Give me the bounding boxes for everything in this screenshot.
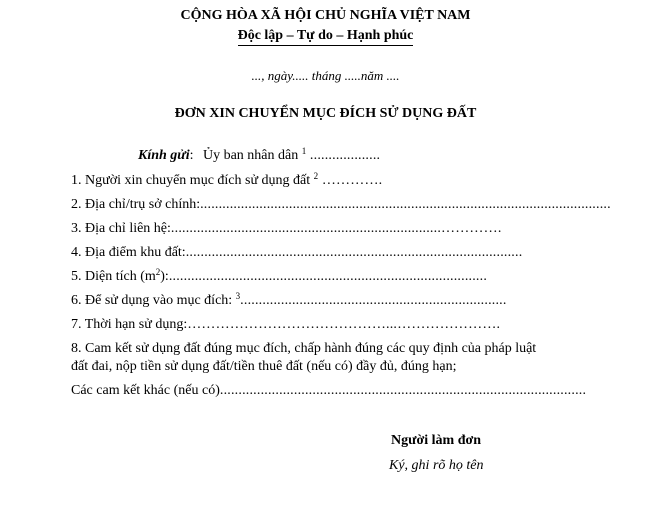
item-text: 4. Địa điểm khu đất: bbox=[71, 245, 186, 260]
signature-title: Người làm đơn bbox=[391, 433, 482, 448]
item-footnote: 2 bbox=[313, 171, 319, 181]
item-text: 3. Địa chỉ liên hệ: bbox=[71, 221, 171, 236]
motto: Độc lập – Tự do – Hạnh phúc bbox=[238, 27, 414, 46]
recipient-label: Kính gửi bbox=[138, 148, 190, 163]
item-text: 7. Thời hạn sử dụng: bbox=[71, 317, 188, 332]
other-commitments bbox=[71, 382, 586, 400]
date-line: ..., ngày..... tháng .....năm .... bbox=[251, 68, 400, 83]
item-superscript: 2 bbox=[155, 267, 161, 277]
item-address bbox=[71, 196, 611, 214]
commitment-line-1: 8. Cam kết sử dụng đất đúng mục đích, chấp hành đúng các quy định của pháp luật bbox=[71, 341, 537, 356]
item-dots: ……………………………………...…………………. bbox=[187, 317, 501, 332]
signature-note: Ký, ghi rõ họ tên bbox=[389, 458, 484, 473]
item-purpose bbox=[71, 292, 507, 310]
recipient-value: Ủy ban nhân dân bbox=[202, 148, 299, 163]
recipient-dots: ................... bbox=[306, 148, 381, 163]
item-applicant bbox=[71, 172, 382, 190]
item-contact-address bbox=[71, 220, 502, 238]
item-text: 2. Địa chỉ/trụ sở chính: bbox=[71, 197, 201, 212]
item-dots: ........................................................................................... bbox=[185, 245, 523, 260]
item-text: 6. Để sử dụng vào mục đích: bbox=[71, 293, 233, 308]
country-name: CỘNG HÒA XÃ HỘI CHỦ NGHĨA VIỆT NAM bbox=[180, 8, 471, 23]
item-area bbox=[71, 268, 487, 286]
item-suffix: ): bbox=[160, 269, 169, 284]
item-land-location bbox=[71, 244, 522, 262]
item-dots: ............................................................................................................... bbox=[200, 197, 611, 212]
recipient-footnote: 1 bbox=[301, 146, 307, 156]
motto-wrapper bbox=[0, 27, 651, 46]
form-title: ĐƠN XIN CHUYỂN MỤC ĐÍCH SỬ DỤNG ĐẤT bbox=[174, 106, 477, 121]
item-footnote: 3 bbox=[235, 291, 241, 301]
item-text: 5. Diện tích (m bbox=[71, 269, 156, 284]
other-commitments-dots: ................................................................................................... bbox=[219, 383, 587, 398]
recipient-colon: : bbox=[189, 148, 194, 163]
item-text: 1. Người xin chuyển mục đích sử dụng đất bbox=[71, 173, 311, 188]
item-dots: …………. bbox=[318, 173, 383, 188]
other-commitments-label: Các cam kết khác (nếu có) bbox=[71, 383, 220, 398]
commitment-line-2: đất đai, nộp tiền sử dụng đất/tiền thuê đất (nếu có) đầy đủ, đúng hạn; bbox=[71, 359, 457, 374]
item-dots: .........................................................................…………. bbox=[170, 221, 502, 236]
item-dots: ...................................................................................... bbox=[168, 269, 488, 284]
recipient-line bbox=[138, 147, 380, 165]
item-dots: ........................................................................ bbox=[240, 293, 507, 308]
item-duration bbox=[71, 316, 500, 334]
